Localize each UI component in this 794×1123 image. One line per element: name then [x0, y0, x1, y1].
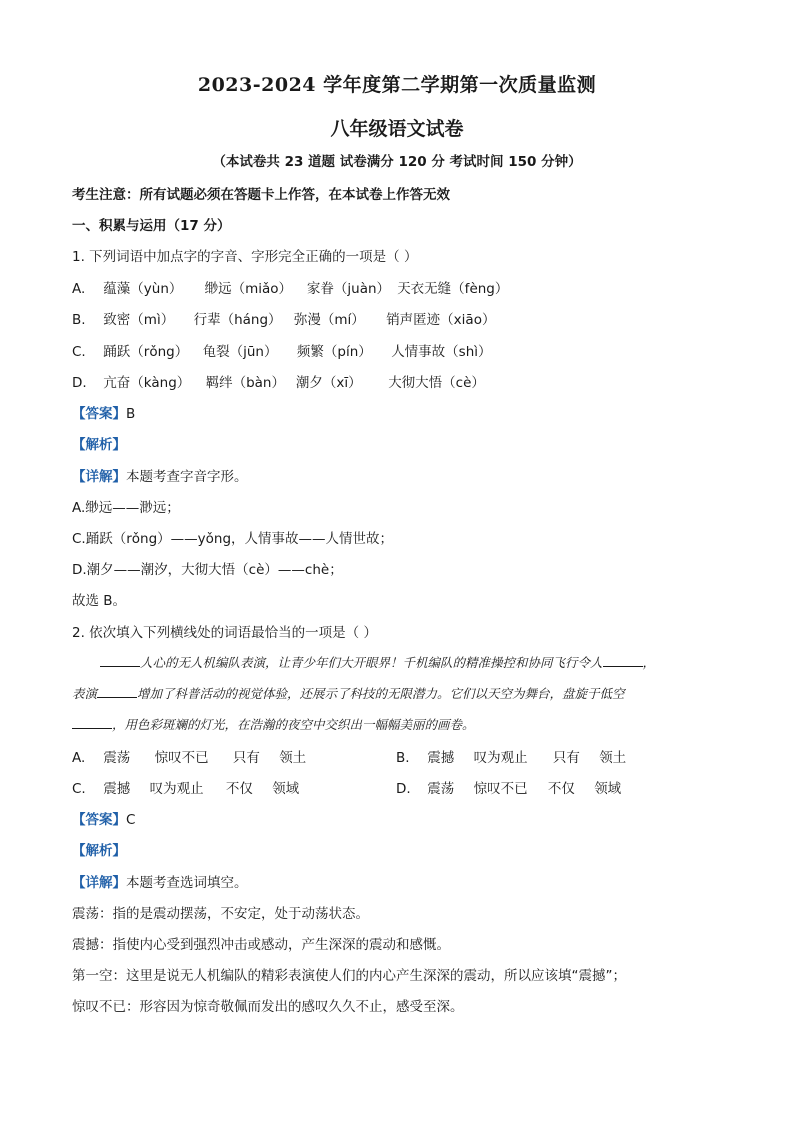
question-1-analysis-line: C.踊跃（rǒng）——yǒng，人情事故——人情世故；	[72, 531, 394, 547]
section-heading: 一、积累与运用（17 分）	[72, 218, 231, 234]
option-item: 频繁（pín）	[296, 344, 372, 360]
question-1-option-a	[72, 277, 508, 297]
option-letter: C.	[72, 344, 86, 360]
question-2-analysis-line: 第一空：这里是说无人机编队的精彩表演使人们的内心产生深深的震动，所以应该填“震撼”；	[72, 968, 626, 984]
option-item: 行辈（háng）	[193, 312, 282, 328]
question-2-passage-line-1: 人心的无人机编队表演，让青少年们大开眼界！千机编队的精准操控和协同飞行令人 ，	[72, 653, 712, 671]
option-letter: C.	[72, 781, 86, 797]
option-item: 羁绊（bàn）	[205, 375, 285, 391]
question-2-option-c	[72, 777, 299, 797]
option-item: 蕴藻（yùn）	[103, 281, 183, 297]
detail-label: 【详解】	[72, 469, 126, 485]
exam-name: 八年级语文试卷	[330, 118, 464, 140]
detail-text: 本题考查字音字形。	[126, 469, 248, 485]
option-item: 亢奋（kàng）	[103, 375, 191, 391]
question-1-detail	[72, 465, 248, 485]
question-2-passage-line-2: 表演 增加了科普活动的视觉体验，还展示了科技的无限潜力。它们以天空为舞台，盘旋于低空	[72, 686, 625, 701]
question-2-option-d	[396, 777, 621, 797]
answer-label: 【答案】	[72, 406, 126, 422]
option-item: 致密（mì）	[103, 312, 175, 328]
option-item: 大彻大悟（cè）	[388, 375, 485, 391]
passage-text: ，用色彩斑斓的灯光，在浩瀚的夜空中交织出一幅幅美丽的画卷。	[112, 717, 475, 732]
question-2-analysis-line: 震荡：指的是震动摆荡，不安定，处于动荡状态。	[72, 906, 369, 922]
fill-blank[interactable]	[72, 716, 112, 729]
option-item: 叹为观止	[149, 781, 204, 797]
fill-blank[interactable]	[100, 654, 140, 667]
exam-notice: 考生注意：所有试题必须在答题卡上作答，在本试卷上作答无效	[72, 187, 450, 203]
detail-label: 【详解】	[72, 875, 126, 891]
exam-info: （本试卷共 23 道题 试卷满分 120 分 考试时间 150 分钟）	[212, 154, 582, 170]
option-letter: B.	[396, 750, 410, 766]
option-item: 不仅	[225, 781, 253, 797]
option-item: 叹为观止	[473, 750, 528, 766]
question-1-analysis-line: D.潮夕——潮汐，大彻大悟（cè）——chè；	[72, 562, 343, 578]
question-1-answer	[72, 402, 135, 422]
option-item: 领域	[594, 781, 622, 797]
option-item: 领域	[272, 781, 300, 797]
question-1-option-d	[72, 371, 485, 391]
question-1-analysis-line: A.缈远——渺远；	[72, 500, 180, 516]
option-item: 惊叹不已	[473, 781, 528, 797]
question-1-option-c	[72, 340, 492, 360]
question-1-analysis-line: 故选 B。	[72, 593, 127, 609]
option-item: 潮夕（xī）	[295, 375, 362, 391]
question-2-option-b	[396, 746, 626, 766]
option-item: 弥漫（mí）	[293, 312, 365, 328]
option-letter: A.	[72, 750, 86, 766]
option-letter: D.	[396, 781, 411, 797]
option-item: 领土	[279, 750, 307, 766]
question-1-option-b	[72, 308, 495, 328]
question-1-stem: 1. 下列词语中加点字的字音、字形完全正确的一项是（ ）	[72, 249, 418, 265]
answer-value: C	[126, 812, 136, 828]
option-letter: B.	[72, 312, 86, 328]
option-item: 踊跃（rǒng）	[103, 344, 189, 360]
option-item: 震荡	[103, 750, 131, 766]
question-2-stem: 2. 依次填入下列横线处的词语最恰当的一项是（ ）	[72, 625, 377, 641]
document-title: 2023-2024 学年度第二学期第一次质量监测	[197, 74, 597, 96]
question-2-analysis-line: 震撼：指使内心受到强烈冲击或感动，产生深深的震动和感慨。	[72, 937, 450, 953]
option-item: 只有	[552, 750, 580, 766]
passage-text: 增加了科普活动的视觉体验，还展示了科技的无限潜力。它们以天空为舞台，盘旋于低空	[137, 686, 625, 701]
question-2-passage-line-3	[72, 715, 712, 733]
option-item: 缈远（miǎo）	[204, 281, 293, 297]
option-item: 销声匿迹（xiāo）	[386, 312, 496, 328]
question-2-detail	[72, 871, 248, 891]
question-2-analysis-label: 【解析】	[72, 843, 126, 859]
question-2-option-a	[72, 746, 359, 766]
question-2-answer	[72, 808, 135, 828]
option-item: 只有	[232, 750, 260, 766]
option-letter: A.	[72, 281, 86, 297]
fill-blank[interactable]	[603, 654, 643, 667]
question-1-analysis-label: 【解析】	[72, 437, 126, 453]
option-item: 震撼	[427, 750, 455, 766]
answer-value: B	[126, 406, 136, 422]
option-item: 震撼	[103, 781, 131, 797]
option-item: 领土	[599, 750, 627, 766]
passage-text: 人心的无人机编队表演，让青少年们大开眼界！千机编队的精准操控和协同飞行令人	[140, 655, 603, 670]
question-2-analysis-line: 惊叹不已：形容因为惊奇敬佩而发出的感叹久久不止，感受至深。	[72, 999, 464, 1015]
option-letter: D.	[72, 375, 87, 391]
option-item: 不仅	[547, 781, 575, 797]
option-item: 人情事故（shì）	[391, 344, 492, 360]
option-item: 震荡	[427, 781, 455, 797]
detail-text: 本题考查选词填空。	[126, 875, 248, 891]
option-item: 家眷（juàn）	[306, 281, 391, 297]
option-item: 龟裂（jūn）	[202, 344, 278, 360]
option-item: 天衣无缝（fèng）	[397, 281, 509, 297]
fill-blank[interactable]	[97, 685, 137, 698]
option-item: 惊叹不已	[154, 750, 209, 766]
answer-label: 【答案】	[72, 812, 126, 828]
